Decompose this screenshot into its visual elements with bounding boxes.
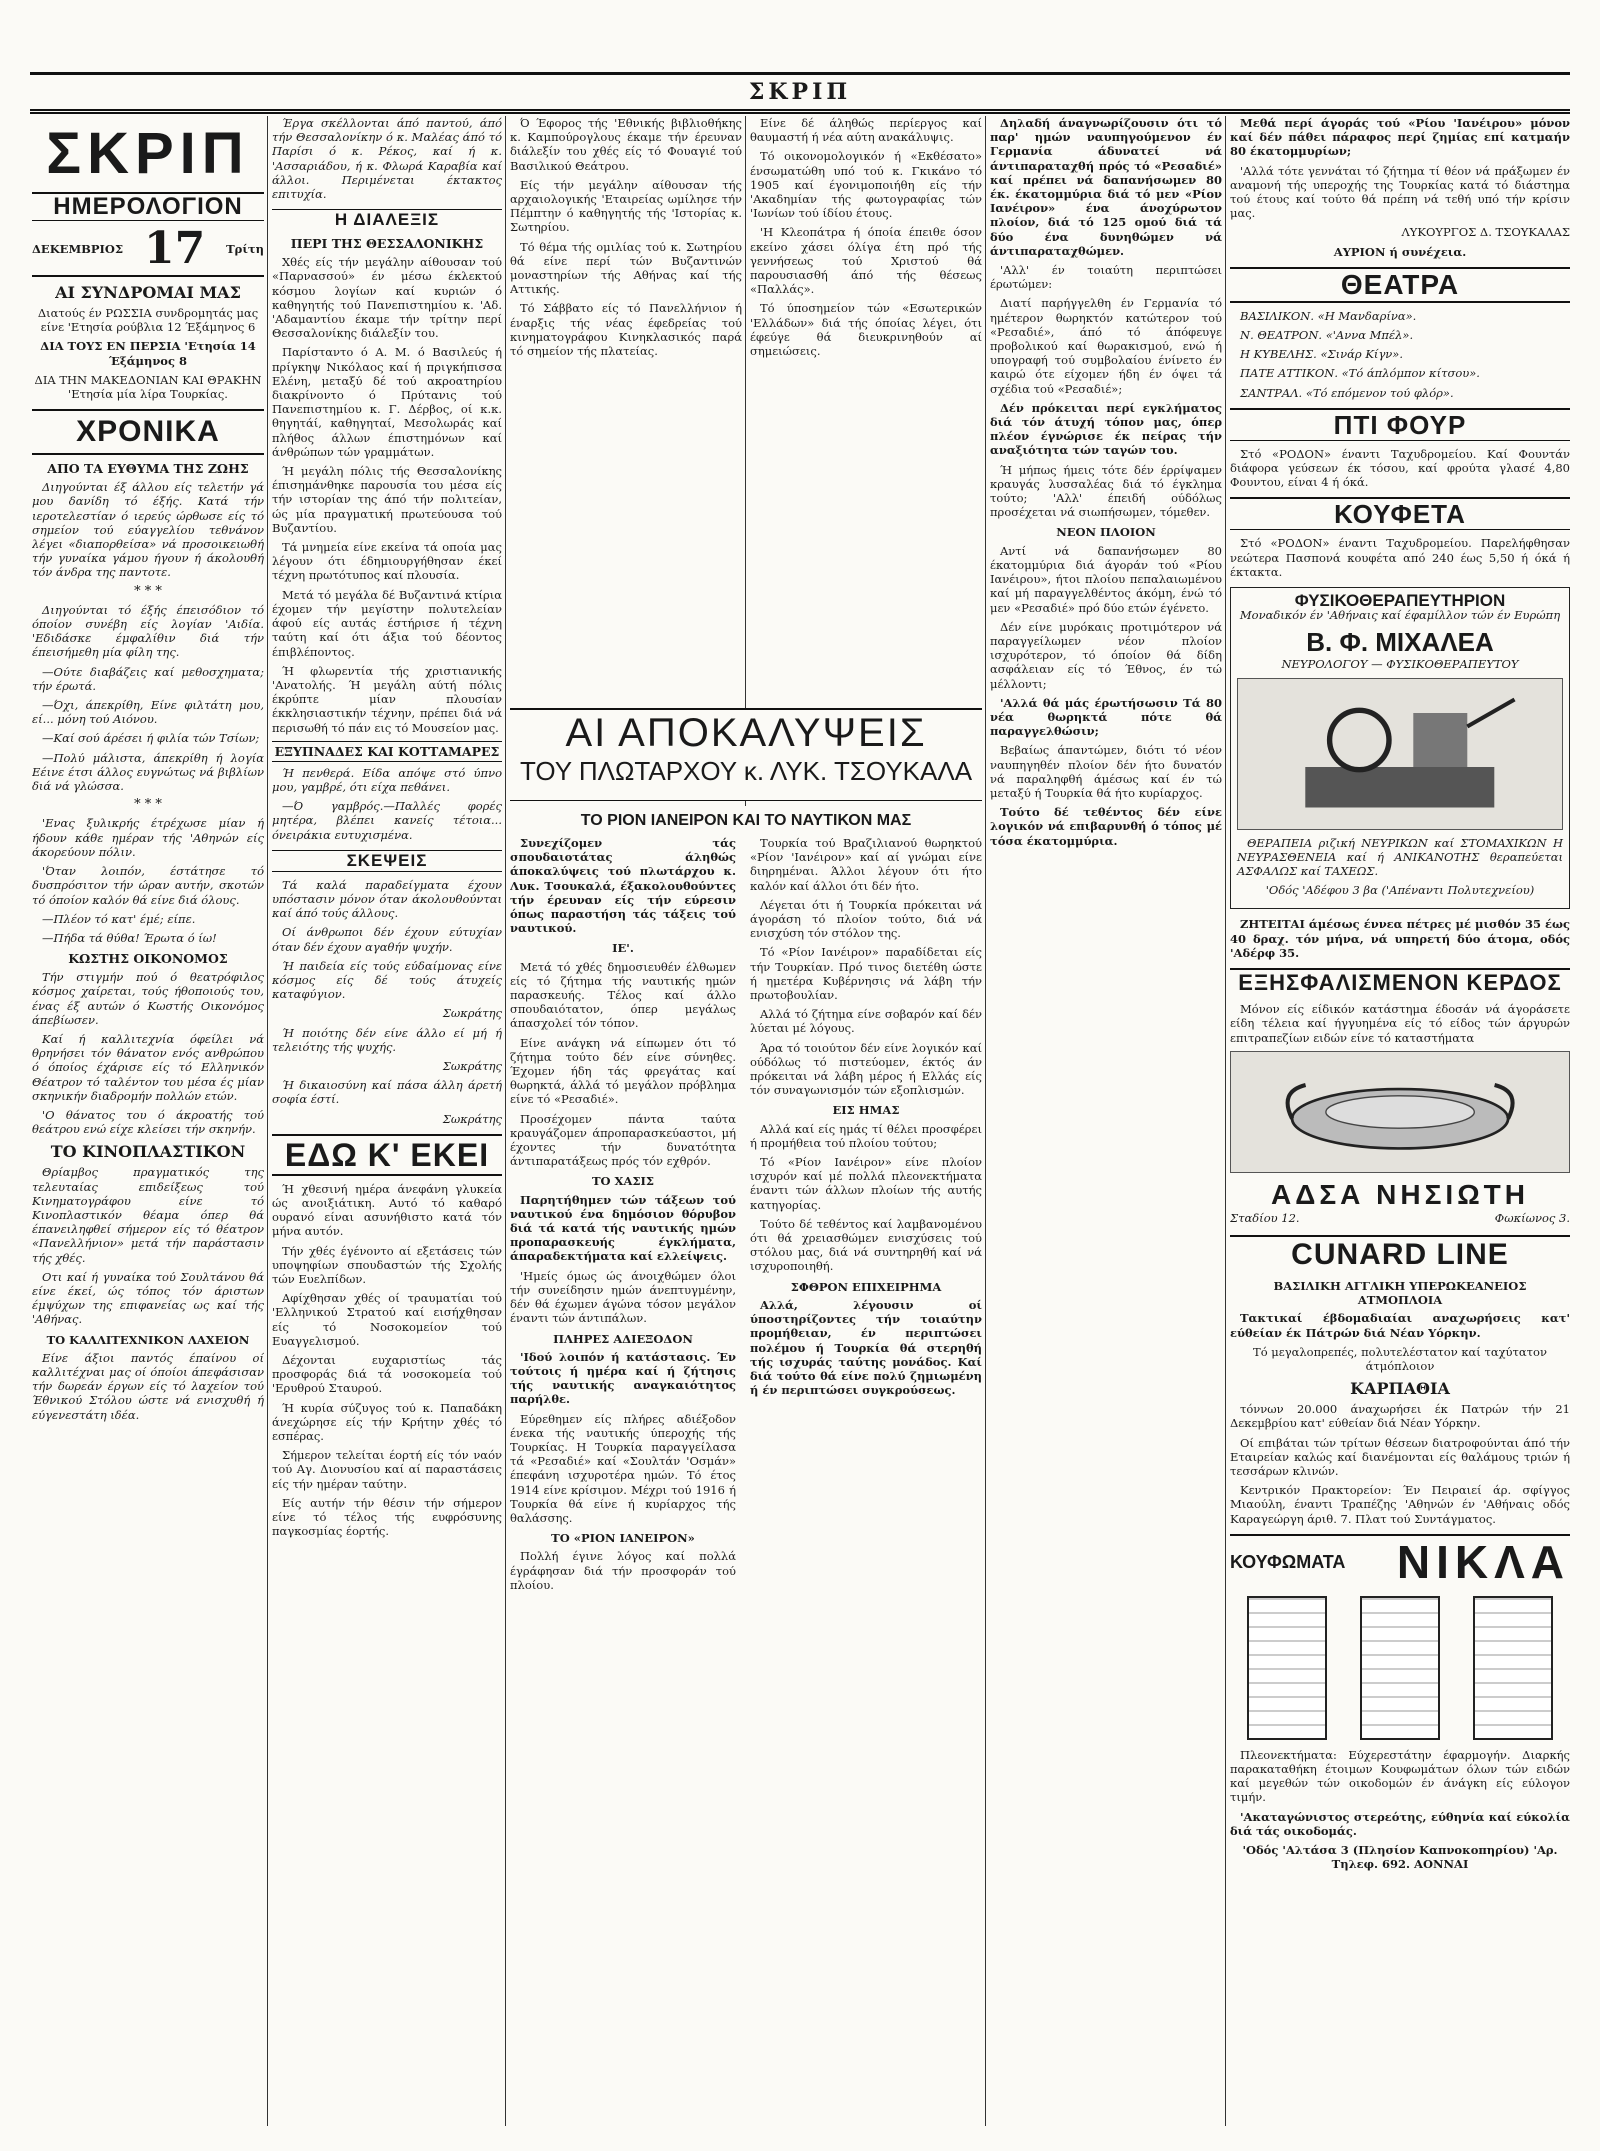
- neon-ploion-paragraph: Αντί νά δαπανήσωμεν 80 έκατομμύρια διά άγοράν τού «Ρίου Ιανέιρου», ήτοι πλοίου πεπαλαιωμένου καί μή παραγγελθέντος άκόμη, ένώ τό μεν «Ρεσαδιέ» πρό δύο ετών έγένετο.: [990, 543, 1222, 615]
- article-paragraph: Δέν πρόκειται περί εγκλήματος διά τόν άτυχή τόπον μας, όπερ πλέον έγνώρισε έκ πείρας τήν αναξιότητα τών ταγών του.: [990, 400, 1222, 458]
- subs-persia: ΔΙΑ ΤΟΥΣ ΕΝ ΠΕΡΣΙΑ 'Ετησία 14 Έξάμηνος 8: [40, 339, 256, 368]
- eis-imas-paragraph: Τούτο δέ τεθέντος καί λαμβανομένου ότι θά χρειασθώμεν ενισχύσεις τού στόλου μας, διά νά συντηρηθή καί νά ισχυροποιηθή.: [750, 1216, 982, 1274]
- paper-logo: ΣΚΡΙΠ: [46, 121, 250, 186]
- cunard-text: Τό μεγαλοπρεπές, πολυτελέστατον καί ταχύτατον άτμόπλοιον: [1253, 1344, 1547, 1373]
- door-icon: [1473, 1596, 1553, 1740]
- edo-ekei-paragraph: Τήν χθές έγένοντο αί εξετάσεις τών υποψηφίων σπουδαστών τής Σχολής τών Ευελπίδων.: [272, 1243, 502, 1286]
- pti-four-heading: ΠΤΙ ΦΟΥΡ: [1230, 408, 1570, 441]
- physiotherapy-heading: ΦΥΣΙΚΟΘΕΡΑΠΕΥΤΗΡΙΟΝ: [1294, 591, 1506, 611]
- edo-ekei-paragraph: Ή κυρία σύζυγος τού κ. Παπαδάκη άνεχώρησε είς τήν Κρήτην χθές τό εσπέρας.: [272, 1400, 502, 1444]
- dialexis-paragraph: Χθές είς τήν μεγάλην αίθουσαν τού «Παρνασσού» έν μέσω έκλεκτού κόσμου λογίων καί κυριών ό καθηγητής τού Πανεπιστημίου κ. 'Αδ. 'Αδαμαντίου έκαμε τήν τρίτην περί Θεσσαλονίκης διάλεξίν του.: [272, 255, 502, 341]
- article-paragraph: Τό ύποσημείον τών «Εσωτερικών 'Ελλάδων» διά τής όποίας λέγει, ότι έφεύγε θά διευκρινηθούν αί σημειώσεις.: [750, 301, 982, 359]
- article-paragraph: Είνε ανάγκη νά είπωμεν ότι τό ζήτημα τούτο δέν είνε σύνηθες. Έχομεν ήδη τάς φρεγάτας καί θωρηκτά, άλλά τό μεγάλον πρόβλημα είνε τό «Ρεσαδιέ».: [510, 1035, 736, 1107]
- article-paragraph: Τό οικονομολογικόν ή «Εκθέσατο» ένσωματώθη υπό τού κ. Γκικάνο τό 1905 καί έγονιμοποιήθη είς τήν 'Ακαδημίαν τής φωτογραφίας τών 'Ιωνίων τού ίδίου έτους.: [750, 149, 982, 221]
- plires-heading: ΠΛΗΡΕΣ ΑΔΙΕΞΟΔΟΝ: [553, 1331, 693, 1346]
- chronika-paragraph: 'Όταν λοιπόν, έστάτησε τό δυσπρόσιτον τήν ώραν αυτήν, σκοτών τό όποίον καλόν θά είνε διά όλους.: [32, 864, 264, 907]
- electrotherapy-machine-illustration: [1237, 678, 1563, 830]
- chronika-paragraph: —Ούτε διαβάζεις καί μεθοσχηματα; τήν έρωτά.: [32, 664, 264, 693]
- koufomata-heading: ΚΟΥΦΩΜΑΤΑ: [1230, 1551, 1346, 1572]
- silver-tray-icon: [1248, 1058, 1552, 1166]
- article-column-right: [750, 836, 982, 2156]
- chronika-paragraph: —Πολύ μάλιστα, άπεκρίθη ή λογία Εέινε έτσι άλλος ευγνώτως νά βιβλίων διά νά γλώσσα.: [32, 750, 264, 794]
- article-paragraph: Τό «Ρίον Ιανέιρον» παραδίδεται είς τήν Τουρκίαν. Πρό τινος διετέθη ώστε ή ημετέρα Κυβέρνησις νά λάβη τήν πρωτοβουλίαν.: [750, 945, 982, 1003]
- plires-paragraph: Εύρεθημεν είς πλήρες αδιέξοδον ένεκα τής ναυτικής ύπεροχής τής Τουρκίας. Η Τουρκία παραγγείλασα τά «Ρεσαδιέ» καί «Σουλτάν 'Οσμάν» έπεφάνη ισχυροτέρα ημών. Τό έτος 1914 είνε κρίσιμον. Μέχρι τού 1916 ή Τουρκία θά είνε ή κυρίαρχος τής θαλάσσης.: [510, 1411, 736, 1525]
- continued-note: ΑΥΡΙΟΝ ή συνέχεια.: [1333, 244, 1467, 259]
- xasis-paragraph: 'Ημείς όμως ώς άνοιχθώμεν όλοι τήν συνείδησιν ημών άνεπτυγμένην, δέν θά έχωμεν άγώνα τόσον μεγάλον έναντι τών άντιπάλων.: [510, 1268, 736, 1326]
- column-1: [32, 116, 264, 2126]
- day-number: 17: [143, 223, 206, 274]
- dialexis-paragraph: Παρίσταντο ό Α. Μ. ό Βασιλεύς ή πρίγκηψ Νικόλαος καί ή πριγκήπισσα Ελένη, μεταξύ δέ τού ακροατηρίου διακρίνοντο ό Πρύτανις τού Πανεπιστημίου κ. Γ. Δέρβος, οί κ.κ. θηγητάί, καθηγηταί, Μεσολωράς καί πλήθος άλλων έπιστημόνων καί άνθρώπων τών γραμμάτων.: [272, 345, 502, 459]
- ornament-divider: * * *: [134, 583, 162, 599]
- kallitexnikon-paragraph: Είνε άξιοι παντός έπαίνου οί καλλιτέχναι μας οί όποίοι άπεφάσισαν τήν δωρεάν έργων είς τό λαχείον τού Έθνικού Στόλου ώστε νά ενισχυθή ή εύγενεστάτη ιδέα.: [32, 1350, 264, 1422]
- calendar-heading: ΗΜΕΡΟΛΟΓΙΟΝ: [32, 192, 264, 221]
- article-paragraph: 'Η Κλεοπάτρα ή όποία έπειθε όσον εκείνο χάσει όλίγα έτη πρό τής γεννήσεως τού Χριστού θά παρουσιασθή άπό τής θέσεως «Παλλάς».: [750, 225, 982, 297]
- chronika-paragraph: Διηγούνται έξ άλλου είς τελετήν γά μου δανίδη τό έξής. Κατά τήν ιεροτελεστίαν ό ιερεύς ώρθωσε είς τό σημείον τού εύαγγελίου τεθνάνον λέγει «διαπορθείσα» νά προσοικειωθή τήν γυναίκα γάμου ήγουν ή άκολουθή τόν άνδρα της παντοτε.: [32, 480, 264, 580]
- nikla-header: [1230, 1534, 1570, 1588]
- article-paragraph: Είνε δέ άληθώς περίεργος καί θαυμαστή ή νέα αύτη ανακάλυψις.: [750, 116, 982, 145]
- banner-subhead-wrap: [510, 812, 982, 830]
- article-paragraph: Τό θέμα τής ομιλίας τού κ. Σωτηρίου θά είνε περί τών Βυζαντινών μοναστηρίων τής Αθήνας καί τής Αττικής.: [510, 239, 742, 297]
- article-paragraph: Ή μήπως ήμεις τότε δέν έρρίψαμεν κραυγάς λυσσαλέας διά τό έγκλημα τούτο; 'Αλλ' έπειδή ούδόλως προσέχεται νά σιωπήσωμεν, τόμεθεν.: [990, 462, 1222, 520]
- article-paragraph: Τουρκία τού Βραζιλιανού θωρηκτού «Ρίον 'Ιανέιρον» καί αί γνώμαι είνε διηρημέναι. Άλλοι λέγουν ότι ήτο καλόν καί άλλοι ότι δέν ήτο.: [750, 836, 982, 893]
- article-paragraph: Έργα σκέλλονται άπό παντού, άπό τήν Θεσσαλονίκην ό κ. Μαλέας άπό τό Παρίσι ό κ. Ρέκος, καί ή κ. 'Ασσαριάδου, ή κ. Φλωρά Καραβία καί άλλοι. Περιμένεται έκτακτος επιτυχία.: [272, 116, 502, 202]
- doctor-title: ΝΕΥΡΟΛΟΓΟΥ — ΦΥΣΙΚΟΘΕΡΑΠΕΥΤΟΥ: [1281, 657, 1519, 672]
- article-paragraph: 'Αλλά τότε γεννάται τό ζήτημα τί θέον νά πράξωμεν έν αναμονή τής υπεροχής της Τουρκίας κατά τό διάστημα τού έτους καί τούτο θά πρέπη νά τεθή υπό τήν κρίσιν μας.: [1230, 163, 1570, 221]
- chronika-paragraph: —Πήδα τά θύθα! Έρωτα ό ίω!: [42, 930, 217, 945]
- column-rule: [505, 116, 506, 2126]
- epixeirima-paragraph: Αλλά, λέγουσιν οί ύποστηρίζοντες τήν τοιαύτην προμήθειαν, έν περιπτώσει πολέμου ή Τουρκία θά στερηθή τής ισχυράς ταύτης μονάδος. Καί διά τούτο θά είνε πολύ ζημιωμένη ή έν περιπτώσει συγκρούσεως.: [750, 1297, 982, 1398]
- nikla-text: Πλεονεκτήματα: Εύχερεστάτην έφαρμογήν. Διαρκής παρακαταθήκη έτοιμων Κουφωμάτων όλων τών ειδών καί μεγεθών τών οικοδομών έν άνάγκη είς εύλογον τιμήν.: [1230, 1747, 1570, 1805]
- column-3: [510, 116, 742, 701]
- edo-ekei-paragraph: Είς αυτήν τήν θέσιν τήν σήμερον είνε τό τέλος τής ευφρόσυνης παγκοσμίας έορτής.: [272, 1495, 502, 1539]
- dialexis-paragraph: Ή μεγάλη πόλις τής Θεσσαλονίκης έπισημάνθηκε παρουσία του μέσα είς τήν ιστορίαν της άπό τήν πολιτείαν, ώς μία πραγματική πρωτεύουσα τού Βυζαντίου.: [272, 464, 502, 535]
- column-4: [750, 116, 982, 701]
- skepseis-paragraph: Ή ποιότης δέν είνε άλλο εί μή ή τελειότης τής ψυχής.: [272, 1025, 502, 1054]
- exypnades-paragraph: Ή πενθερά. Είδα απόψε στό ύπνο μου, γαμβρέ, ότι είχα πεθάνει.: [272, 765, 502, 794]
- chronika-paragraph: —Πλέον τό κατ' έμέ; είπε.: [42, 911, 196, 926]
- store-address: Σταδίου 12.: [1230, 1210, 1300, 1225]
- column-2: [272, 116, 502, 2126]
- kinoplastikon-paragraph: Οτι καί ή γυναίκα τού Σουλτάνου θά είνε έκεί, ώς τόπος τόν άριστων έμψύχων της επιφανείας ως καί τής 'Αθήνας.: [32, 1269, 264, 1327]
- article-paragraph: Δηλαδή άναγνωρίζουσιν ότι τό παρ' ημών ναυπηγούμενον έν Γερμανία άδυνατεί νά άντιπαραταχθή πρός τό «Ρεσαδιέ» καί πρέπει νά δαπανήσωμεν 80 έκ. έκατομμύρια διά τό μεν «Ρίον Ιανέιρον» ένα άνοχύρωτον πλοίον, διά τό 125 ομού διά τά δύο ένα δυνηθώμεν νά άντιπαραταχθώμεν.: [990, 116, 1222, 258]
- article-paragraph: Ό Έφορος τής 'Εθνικής βιβλιοθήκης κ. Καμπούρογλους έκαμε τήν έρευναν διάλεξίν του χθές είς τό Φουαγιέ τού Βασιλικού Θεάτρου.: [510, 116, 742, 173]
- column-5: [990, 116, 1222, 2126]
- koufeta-text: Στό «ΡΟΔΟΝ» έναντι Ταχυδρομείου. Παρελήφθησαν νεώτερα Πασπονά κουφέτα από 240 έως 5,50 ή όκά ή έκτακτα.: [1230, 536, 1570, 579]
- section-number: ΙΕ'.: [612, 941, 634, 956]
- doctor-name: Β. Φ. ΜΙΧΑΛΕΑ: [1306, 627, 1494, 658]
- article-paragraph: Αλλά τό ζήτημα είνε σοβαρόν καί δέν λύεται μέ λόγους.: [750, 1007, 982, 1036]
- silver-tray-illustration: [1230, 1051, 1570, 1173]
- column-rule: [267, 116, 268, 2126]
- xasis-paragraph: Παρητήθημεν τών τάξεων τού ναυτικού ένα δημόσιον θόρυβον διά τά κατά τής ναυτικής ημών προπαρασκευής έγκλήματα, άπαραδεκτήματα καί ελλείψεις.: [510, 1192, 736, 1264]
- article-paragraph: Είς τήν μεγάλην αίθουσαν τής αρχαιολογικής 'Εταιρείας ωμίλησε τήν Πέμπτην ό καθηγητής τής 'Ιστορίας κ. Σωτηρίου.: [510, 177, 742, 235]
- wanted-ad: ΖΗΤΕΙΤΑΙ άμέσως έννεα πέτρες μέ μισθόν 35 έως 40 δραχ. τόν μήνα, νά υπηρετή δύο άτομα, οδός 'Αδέρφ 35.: [1230, 917, 1570, 960]
- nikla-heading: ΝΙΚΛΑ: [1396, 1535, 1570, 1588]
- chronika-paragraph: —Όχι, άπεκρίθη, Είνε φιλτάτη μου, εί... μόνη τού Αιόνου.: [32, 698, 264, 727]
- door-icon: [1360, 1596, 1440, 1740]
- skepseis-paragraph: Ή δικαιοσύνη καί πάσα άλλη άρετή σοφία έστί.: [272, 1078, 502, 1107]
- doors-illustration: [1230, 1596, 1570, 1740]
- column-rule: [985, 116, 986, 2126]
- banner-title: ΑΙ ΑΠΟΚΑΛΥΨΕΙΣ: [565, 711, 927, 755]
- edo-ekei-paragraph: Ή χθεσινή ημέρα άνεφάνη γλυκεία ώς ανοιξιάτικη. Αυτό τό καθαρό ουρανό είναι ασυνήθιστο κατά τόν μήνα αυτόν.: [272, 1181, 502, 1239]
- article-paragraph: Συνεχίζομεν τάς σπουδαιοτάτας άληθώς άποκαλύψεις τού πλωτάρχου κ. Λυκ. Τσουκαλά, έξακολουθούντες τήν έρευναν είς τήν εύρεσιν όπως παραστήση τάς τάξεις τού ναυτικού.: [510, 836, 736, 936]
- xasis-heading: ΤΟ ΧΑΣΙΣ: [591, 1174, 655, 1189]
- ship-name: ΚΑΡΠΑΘΙΑ: [1350, 1379, 1450, 1399]
- article-paragraph: Λέγεται ότι ή Τουρκία πρόκειται νά άγοράση τό πλοίον τούτο, διά νά ενισχύση τόν στόλον της.: [750, 897, 982, 941]
- author-signature: ΛΥΚΟΥΡΓΟΣ Δ. ΤΣΟΥΚΑΛΑΣ: [1401, 225, 1570, 240]
- article-paragraph: Άρα τό τοιούτον δέν είνε λογικόν καί ούδόλως τό πιστεύομεν, έκτός άν πρόκειται νά λάβη μέρος ή Ελλάς είς τόν συναγωνισμόν τών εξοπλισμών.: [750, 1040, 982, 1098]
- machine-icon: [1254, 686, 1546, 821]
- skepseis-author: Σωκράτης: [442, 1058, 502, 1073]
- edo-ekei-paragraph: Σήμερον τελείται έορτή είς τόν ναόν τού Αγ. Διονυσίου καί αί παραστάσεις είς τήν ημέραν ταύτην.: [272, 1448, 502, 1491]
- kostis-paragraph: 'Ο θάνατος του ό άκροατής τού θεάτρου ενώ είχε κλείσει τήν σκηνήν.: [32, 1107, 264, 1137]
- theatre-listing: Ν. ΘΕΑΤΡΟΝ. «'Αννα Μπέλ».: [1240, 328, 1414, 343]
- month: ΔΕΚΕΜΒΡΙΟΣ: [32, 241, 124, 256]
- article-paragraph: Μετά τό χθές δημοσιευθέν έλθωμεν είς τό ζήτημα τής ναυτικής ημών παρασκευής. Τέλος καί άλλο σπουδαιότατον, όπερ μεγάλως άπασχολεί τόν τόπον.: [510, 959, 736, 1031]
- eis-imas-heading: ΕΙΣ ΗΜΑΣ: [832, 1103, 900, 1118]
- skepseis-author: Σωκράτης: [442, 1006, 502, 1021]
- theatre-listing: ΣΑΝΤΡΑΛ. «Τό επόμενον τού φλόρ».: [1240, 385, 1454, 400]
- chronika-paragraph: 'Ενας ξυλικρής έτρέχωσε μίαν ή ήδουν κάθε ημέραν τής 'Αθηνών είς άκορεύουν πόλιν.: [32, 816, 264, 859]
- kostis-paragraph: Τήν στιγμήν πού ό θεατρόφιλος κόσμος χαίρεται, τούς ήθοποιούς του, ένας έξ αυτών ό Κωστής Οικονόμος άπεβίωσεν.: [32, 970, 264, 1027]
- kinoplastikon-heading: ΤΟ ΚΙΝΟΠΛΑΣΤΙΚΟΝ: [50, 1142, 246, 1162]
- neon-ploion-paragraph: Δέν είνε μυρόκαις προτιμότερον νά παραγγείλωμεν νέον πλοίον ισχυρότερον, τό όποίον θά δίδη ασφάλειαν είς τό Έθνος, έν τώ μέλλοντι;: [990, 619, 1222, 691]
- eis-imas-paragraph: Αλλά καί είς ημάς τί θέλει προσφέρει ή προμήθεια τού πλοίου τούτου;: [750, 1121, 982, 1150]
- theatre-listing: ΠΑΤΕ ΑΤΤΙΚΟΝ. «Τό άπλόμπον κίτσου».: [1240, 366, 1480, 381]
- theatra-heading: ΘΕΑΤΡΑ: [1230, 267, 1570, 303]
- column-rule: [1225, 116, 1226, 2126]
- edo-ekei-paragraph: Δέχονται ευχαριστίως τάς προσφοράς διά τά νοσοκομεία τού 'Ερυθρού Σταυρού.: [272, 1353, 502, 1396]
- theatre-listing: Η ΚΥΒΕΛΗΣ. «Σινάρ Κίγν».: [1240, 347, 1403, 362]
- eis-imas-paragraph: Τό «Ρίον Ιανέιρον» είνε πλοίον ισχυρόν καί μέ πολλά πλεονεκτήματα έναντι τών άλλων πλοίων τής αυτής κατηγορίας.: [750, 1155, 982, 1212]
- neon-ploion-paragraph: Τούτο δέ τεθέντος δέν είνε λογικόν νά επιβαρυνθή ό τόπος μέ τόσα έκατομμύρια.: [990, 805, 1222, 848]
- nikla-address: 'Οδός 'Αλτάσα 3 (Πλησίον Καπνοκοπηρίου) 'Αρ. Τηλεφ. 692. ΑΟΝΝΑΙ: [1242, 1842, 1558, 1872]
- skepseis-author: Σωκράτης: [442, 1111, 502, 1126]
- physiotherapy-address: 'Οδός 'Αδέφου 3 βα ('Απέναντι Πολυτεχνείου): [1265, 883, 1535, 898]
- kallitexnikon-heading: ΤΟ ΚΑΛΛΙΤΕΧΝΙΚΟΝ ΛΑΧΕΙΟΝ: [46, 1332, 250, 1347]
- article-paragraph: Τό Σάββατο είς τό Πανελλήνιον ή έναρξις τής νέας έφεδρείας τού κινηματογράφου Κινηκλασικός παρά τό σημείον τής πλατείας.: [510, 301, 742, 359]
- store-address: Φωκίωνος 3.: [1494, 1210, 1570, 1225]
- masthead: [30, 72, 1570, 114]
- physiotherapy-ad: [1230, 587, 1570, 909]
- door-icon: [1247, 1596, 1327, 1740]
- cunard-text: Κεντρικόν Πρακτορείον: Έν Πειραιεί άρ. σφίγγος Μιαούλη, έναντι Τραπέζης 'Αθηνών έν 'Αθήναις οδός Καραγεώργη άριθ. 7. Πλατ τού Συντάγματος.: [1230, 1483, 1570, 1526]
- dialexis-subheading: ΠΕΡΙ ΤΗΣ ΘΕΣΣΑΛΟΝΙΚΗΣ: [290, 236, 484, 252]
- neon-ploion-heading: ΝΕΟΝ ΠΛΟΙΟΝ: [1056, 525, 1156, 540]
- rion-heading: ΤΟ «ΡΙΟΝ ΙΑΝΕΙΡΟΝ»: [551, 1531, 695, 1546]
- chronika-paragraph: Διηγούνται τό έξής έπεισόδιον τό όποίον συνέβη είς λογίαν 'Αιδία. 'Εδιδάσκε έμφαλίθιν διά τήν έπεισήμεθη μία φίλη της.: [32, 602, 264, 660]
- neon-ploion-paragraph: Βεβαίως άπαντώμεν, διότι τό νέον ναυπηγηθέν πλοίον δέν ήτο δυνατόν νά παραληφθή άμέσως καί έν τώ μεταξύ ή Τουρκία θά ήτο κυρίαρχος.: [990, 743, 1222, 800]
- kerdos-heading: ΕΞΗΣΦΑΛΙΣΜΕΝΟΝ ΚΕΡΔΟΣ: [1230, 968, 1570, 996]
- article-paragraph: Διατί παρήγγελθη έν Γερμανία τό ημέτερον θωρηκτόν κατώτερον τού «Ρεσαδιέ», άπό τό άπόφευγε προβολικού καί θωρακισμού, ενώ ή υπογραφή τού συμβολαίου ένίνετο έν καιρώ ότε είχομεν ήδη έν όψει τά σχέδια τού «Ρεσαδιέ»;: [990, 296, 1222, 396]
- weekday: Τρίτη: [226, 241, 264, 256]
- edo-ekei-paragraph: Αφίχθησαν χθές οί τραυματίαι τού 'Ελληνικού Στρατού καί εισήχθησαν είς τό Νοσοκομείον τού Ευαγγελισμού.: [272, 1291, 502, 1348]
- article-paragraph: Μεθά περί άγοράς τού «Ρίου 'Ιανέιρου» μόνον καί δέν πάθει πάραφος περί ζημίας επί κατμαήν 80 έκατομμυρίων;: [1230, 116, 1570, 159]
- epixeirima-heading: ΣΦΘΡΟΝ ΕΠΙΧΕΙΡΗΜΑ: [790, 1279, 942, 1294]
- plires-paragraph: 'Ιδού λοιπόν ή κατάστασις. Έν τούτοις ή ημέρα καί ή ζήτησις τής ναυτικής αναγκαιότητος παρήλθε.: [510, 1349, 736, 1407]
- neon-ploion-paragraph: 'Αλλά θά μάς έρωτήσωσιν Τά 80 νέα θωρηκτά πότε θά παραγγελθώσιν;: [990, 695, 1222, 739]
- masthead-title: ΣΚΡΙΠ: [748, 79, 852, 105]
- chronika-subheading: ΑΠΟ ΤΑ ΕΥΘΥΜΑ ΤΗΣ ΖΩΗΣ: [47, 461, 249, 477]
- kerdos-text: Μόνον είς είδικόν κατάστημα έδοσάν νά άγοράσετε είδη τέλεια καί ήγγυημένα είς τό είδος τών άργυρών επιτραπεζίων ειδών είνε τό καταστήματα: [1230, 1002, 1570, 1045]
- exypnades-paragraph: —Ό γαμβρός.—Παλλές φορές μητέρα, βλέπει κανείς τέτοια... όνειράκια ευτυχισμένα.: [272, 799, 502, 842]
- skepseis-paragraph: Οί άνθρωποι δέν έχουν εύτυχίαν όταν δέν έχουν αγαθήν ψυχήν.: [272, 925, 502, 954]
- kinoplastikon-paragraph: Θρίαμβος πραγματικός της τελευταίας επιδείξεως τού Κινηματογράφου είνε τό Κινοπλαστικόν θέαμα όπερ θά έπανειληφθεί σήμερον είς τό θέατρον «Πανελλήνιον» μετά τήν παράστασιν τής χθές.: [32, 1165, 264, 1265]
- cunard-text: Τακτικαί έβδομαδιαίαι αναχωρήσεις κατ' εύθείαν έκ Πάτρών διά Νέαν Υόρκην.: [1230, 1311, 1570, 1340]
- subs-macedonia: ΔΙΑ ΤΗΝ ΜΑΚΕΔΟΝΙΑΝ ΚΑΙ ΘΡΑΚΗΝ 'Ετησία μία λίρα Τουρκίας.: [34, 372, 262, 402]
- kostis-paragraph: Καί ή καλλιτεχνία όφείλει νά θρηνήσει τόν θάνατον ενός ανθρώπου ό όποίος έχάρισε είς τό Ελληνικόν Θέατρον τό ταλέντον του μέσα ές μίαν σκηνικήν διαδρομήν πολλών ετών.: [32, 1031, 264, 1103]
- subs-russia: Διατούς έν ΡΩΣΣΙΑ συνδρομητάς μας είνε 'Ετησία ρούβλια 12 Έξάμηνος 6: [37, 306, 259, 335]
- banner-subhead: ΤΟ ΡΙΟΝ ΙΑΝΕΙΡΟΝ ΚΑΙ ΤΟ ΝΑΥΤΙΚΟΝ ΜΑΣ: [580, 812, 912, 829]
- dialexis-heading: Η ΔΙΑΛΕΞΙΣ: [272, 209, 502, 230]
- apokalypseis-article: [510, 806, 982, 2126]
- article-paragraph: 'Αλλ' έν τοιαύτη περιπτώσει έρωτώμεν:: [990, 263, 1222, 292]
- exypnades-heading: ΕΞΥΠΝΑΔΕΣ ΚΑΙ ΚΟΤΤΑΜΑΡΕΣ: [272, 741, 502, 762]
- ornament-divider: * * *: [134, 797, 162, 813]
- physiotherapy-tagline: Μοναδικόν έν 'Αθήναις καί έφαμίλλον τών έν Ευρώπη: [1239, 608, 1561, 623]
- plires-paragraph: Πολλή έγινε λόγος καί πολλά έγράφησαν διά τήν προσφοράν τού πλοίου.: [510, 1549, 736, 1592]
- nikla-text: 'Ακαταγώνιστος στερεότης, εύθηνία καί εύκολία διά τάς οικοδομάς.: [1230, 1809, 1570, 1838]
- skepseis-paragraph: Τά καλά παραδείγματα έχουν υπόστασιν μόνον όταν άκολουθούνται καί άπό τούς άλλους.: [272, 877, 502, 921]
- cunard-text: Οί επιβάται τών τρίτων θέσεων διατροφούνται άπό τήν Εταιρείαν καλώς καί διανέμονται είς θαλάμους τριών ή τεσσάρων κλινών.: [1230, 1435, 1570, 1478]
- store-name: ΑΔΣΑ ΝΗΣΙΩΤΗ: [1271, 1178, 1529, 1210]
- physiotherapy-text: ΘΕΡΑΠΕΙΑ ριζική ΝΕΥΡΙΚΩΝ καί ΣΤΟΜΑΧΙΚΩΝ Η ΝΕΥΡΑΣΘΕΝΕΙΑ καί ή ΑΝΙΚΑΝΟΤΗΣ θεραπεύεται ΑΣΦΑΛΩΣ καί ΤΑΧΕΩΣ.: [1237, 835, 1563, 879]
- dialexis-paragraph: Ή φλωρεντία τής χριστιανικής 'Ανατολής. Ή μεγάλη αύτή πόλις έκρύπτε μίαν πλουσίαν έκκλησιαστικήν τέχνην, πρέπει διά νά περισωθή τό πάν εις τό Μουσείον μας.: [272, 663, 502, 735]
- theatre-listing: ΒΑΣΙΛΙΚΟΝ. «Η Μανδαρίνα».: [1240, 308, 1417, 323]
- article-paragraph: Προσέχομεν πάντα ταύτα κραυγάζομεν άπροπαρασκεύαστοι, μή έχοντες τήν δυνατότητα άντιπαρατάξεως πρός τόν εχθρόν.: [510, 1111, 736, 1169]
- dialexis-paragraph: Τά μνημεία είνε εκείνα τά οποία μας λέγουν ότι έδημιουργήθησαν έκεί τέχνη πρωτότυπος καί πλουσία.: [272, 540, 502, 583]
- cunard-subheading: ΒΑΣΙΛΙΚΗ ΑΓΓΛΙΚΗ ΥΠΕΡΩΚΕΑΝΕΙΟΣ ΑΤΜΟΠΛΟΙΑ: [1273, 1278, 1527, 1308]
- koufeta-heading: ΚΟΥΦΕΤΑ: [1230, 497, 1570, 530]
- cunard-heading: CUNARD LINE: [1230, 1235, 1570, 1273]
- chronika-heading: ΧΡΟΝΙΚΑ: [32, 409, 264, 455]
- kostis-heading: ΚΩΣΤΗΣ ΟΙΚΟΝΟΜΟΣ: [68, 951, 228, 967]
- apokalypseis-banner: [510, 708, 982, 801]
- skepseis-heading: ΣΚΕΨΕΙΣ: [272, 850, 502, 872]
- article-column-left: [510, 836, 736, 2156]
- pti-four-text: Στό «ΡΟΔΟΝ» έναντι Ταχυδρομείου. Καί Φουντάν διάφορα γεύσεων έκ τόσου, καί φρούτα γλασέ 4,80 Φουντου, είναι 4 ή όκά.: [1230, 446, 1570, 490]
- cunard-text: τόννων 20.000 άναχωρήσει έκ Πατρών τήν 21 Δεκεμβρίου κατ' εύθείαν διά Νέαν Υόρκην.: [1230, 1402, 1570, 1431]
- date-row: [32, 223, 264, 277]
- edo-ekei-heading: ΕΔΩ Κ' ΕΚΕΙ: [272, 1134, 502, 1176]
- dialexis-paragraph: Μετά τό μεγάλα δέ Βυζαντινά κτίρια έχομεν τήν μεγίστην πολυτελείαν άφού είς αυτάς έστήρισε ή τέχνη ταύτη καί ότι άξια τού δέοντος έπιβλέποντος.: [272, 587, 502, 659]
- chronika-paragraph: —Καί σού άρέσει ή φιλία τών Τσίων;: [42, 731, 260, 746]
- subscriptions-heading: ΑΙ ΣΥΝΔΡΟΜΑΙ ΜΑΣ: [55, 283, 241, 302]
- column-6-ads: [1230, 116, 1570, 2126]
- store-addresses: [1230, 1211, 1570, 1225]
- skepseis-paragraph: Ή παιδεία είς τούς εύδαίμονας είνε κόσμος είς δέ τούς άτυχείς καταφύγιον.: [272, 958, 502, 1002]
- banner-subtitle: ΤΟΥ ΠΛΩΤΑΡΧΟΥ κ. ΛΥΚ. ΤΣΟΥΚΑΛΑ: [519, 756, 973, 786]
